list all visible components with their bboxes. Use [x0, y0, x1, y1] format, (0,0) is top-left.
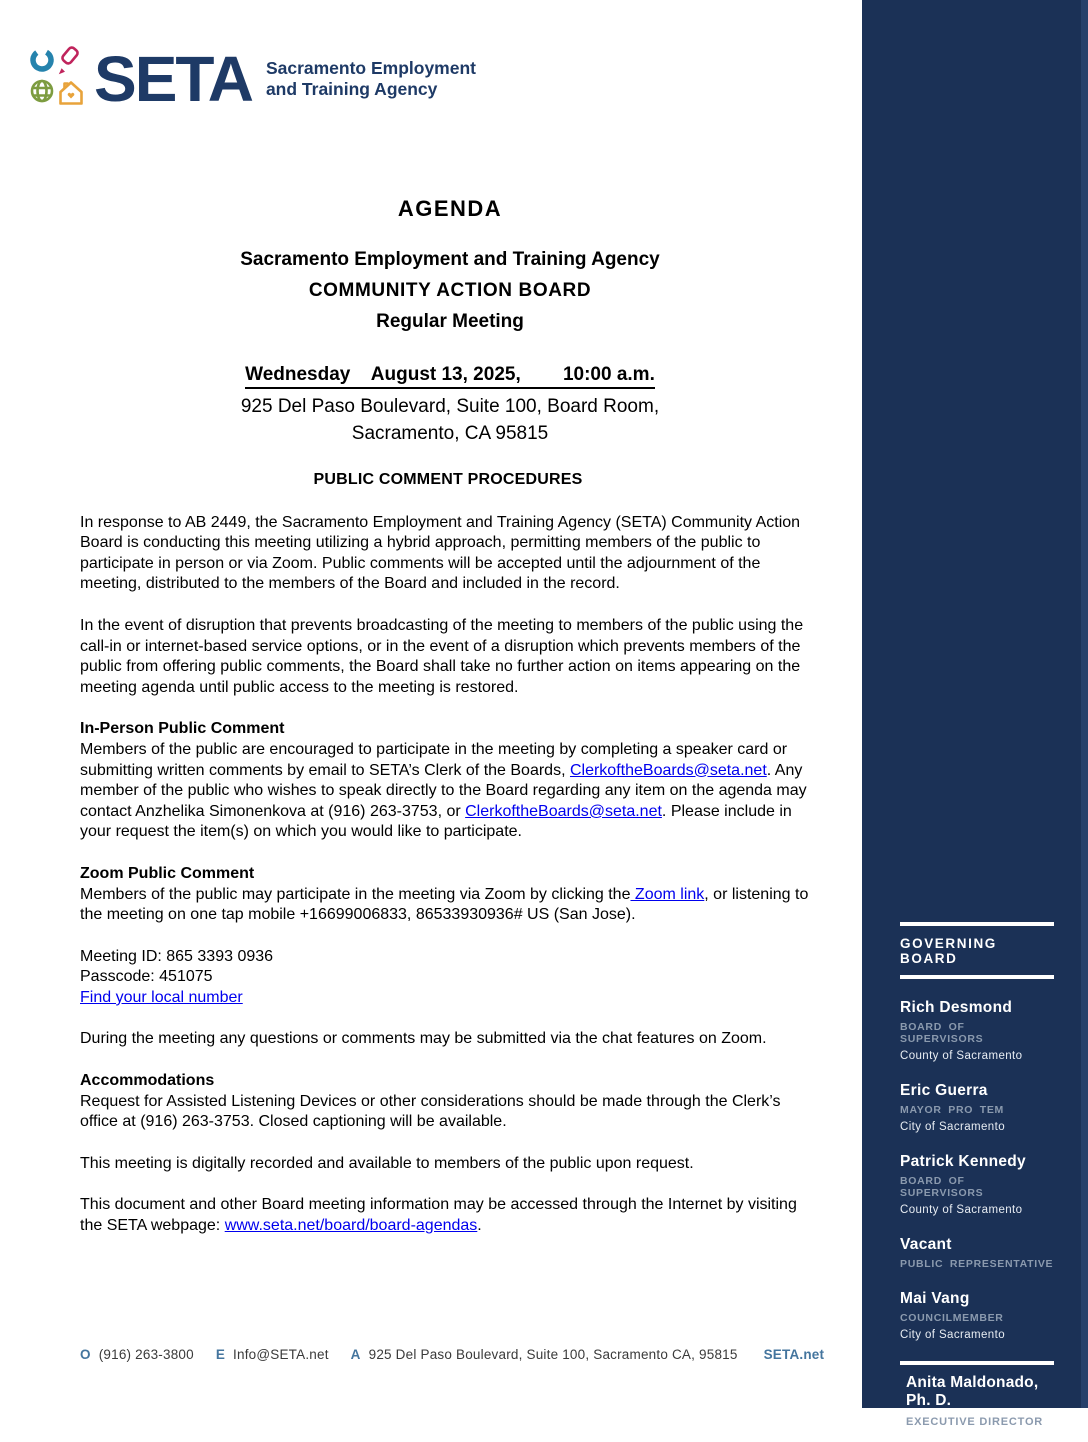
find-local-number-link[interactable]: Find your local number	[80, 988, 243, 1006]
tagline-line1: Sacramento Employment	[265, 57, 476, 78]
text-segment: Members of the public may participate in the meeting via Zoom by clicking the	[80, 885, 631, 903]
accommodations-paragraph: Request for Assisted Listening Devices or other considerations should be made through the Clerk’s office at (916) 263-3753. Closed captioning will be available.	[80, 1092, 781, 1131]
agency-name: Sacramento Employment and Training Agency	[240, 249, 660, 270]
seta-logo	[28, 42, 476, 115]
seta-website: SETA.net	[763, 1347, 825, 1362]
board-name: COMMUNITY ACTION BOARD	[308, 280, 592, 301]
executive-name: Anita Maldonado, Ph. D.	[906, 1374, 1039, 1409]
chat-note-paragraph: During the meeting any questions or comments may be submitted via the chat features on Zoom.	[80, 1030, 767, 1048]
meeting-datetime-text: Wednesday August 13, 2025, 10:00 a.m.	[245, 364, 655, 389]
address-label: A	[350, 1347, 361, 1362]
board-member	[900, 1290, 1054, 1341]
document-body	[80, 470, 816, 1258]
street-address: 925 Del Paso Boulevard, Suite 100, Sacramento CA, 95815	[368, 1347, 738, 1362]
member-org: City of Sacramento	[900, 1329, 1005, 1341]
executive-role: EXECUTIVE DIRECTOR	[906, 1416, 1044, 1428]
text-segment: . Any member of the public who wishes to speak directly to the Board regarding any item on the agenda may contact Anzhelika Simonenkova at (916) 263-3753, or	[80, 761, 807, 820]
governing-board-panel	[900, 922, 1054, 1442]
member-role: BOARD OF SUPERVISORS	[900, 1021, 984, 1045]
executive-director-block	[900, 1361, 1054, 1442]
passcode: Passcode: 451075	[80, 968, 213, 986]
agenda-title: AGENDA	[397, 196, 503, 221]
logo-tagline	[266, 58, 476, 100]
text-segment: . Please include in your request the item(s) on which you would like to participate.	[80, 802, 792, 841]
member-role: BOARD OF SUPERVISORS	[900, 1175, 984, 1199]
text-segment: , or listening to the meeting on one tap mobile +16699006833, 86533930936# US (San Jose).	[80, 885, 809, 924]
pencil-icon	[59, 46, 79, 74]
email-label: E	[215, 1347, 226, 1362]
member-role: MAYOR PRO TEM	[900, 1104, 1004, 1116]
member-name: Eric Guerra	[900, 1082, 988, 1099]
hybrid-approach-paragraph: In response to AB 2449, the Sacramento Employment and Training Agency (SETA) Community Action Board is conducting this meeting utilizing a hybrid approach, permitting members of the public to participate in person or via Zoom. Public comments will be accepted until the adjournment of the meeting, distributed to the members of the Board and included in the record.	[80, 513, 801, 593]
board-member-list	[900, 999, 1054, 1341]
tagline-line2: and Training Agency	[265, 78, 438, 99]
text-segment: Members of the public are encouraged to participate in the meeting by completing a speaker card or submitting written comments by email to SETA’s Clerk of the Boards,	[80, 740, 788, 779]
zoom-heading: Zoom Public Comment	[80, 864, 255, 882]
text-link[interactable]: ClerkoftheBoards@seta.net	[569, 761, 767, 779]
phone-number: (916) 263-3800	[98, 1347, 194, 1362]
board-member	[900, 1153, 1054, 1216]
member-role: COUNCILMEMBER	[900, 1312, 1004, 1324]
procedures-heading: PUBLIC COMMENT PROCEDURES	[313, 471, 583, 488]
webpage-paragraph	[80, 1195, 816, 1236]
text-segment: This document and other Board meeting information may be accessed through the Internet by visiting the SETA webpage:	[80, 1196, 797, 1235]
member-name: Patrick Kennedy	[900, 1153, 1026, 1170]
in-person-heading: In-Person Public Comment	[80, 720, 285, 738]
sidebar-edge-strip	[1081, 0, 1088, 1408]
globe-icon	[32, 81, 52, 101]
text-link[interactable]: www.seta.net/board/board-agendas	[224, 1217, 478, 1235]
contact-footer	[80, 1347, 825, 1362]
member-name: Rich Desmond	[900, 999, 1013, 1016]
text-link[interactable]: ClerkoftheBoards@seta.net	[465, 802, 662, 820]
divider-bar	[900, 1361, 1054, 1365]
meeting-id: Meeting ID: 865 3393 0936	[80, 947, 274, 965]
ring-icon	[30, 48, 55, 73]
logo-icon-cluster	[28, 46, 88, 111]
accommodations-heading: Accommodations	[80, 1072, 215, 1090]
governing-board-title: GOVERNING BOARD	[900, 936, 997, 966]
logo-wordmark: SETA	[94, 42, 252, 115]
text-segment: .	[477, 1217, 482, 1235]
divider-bar	[900, 922, 1054, 926]
meeting-type: Regular Meeting	[376, 311, 524, 332]
meeting-datetime	[80, 364, 820, 389]
member-role: PUBLIC REPRESENTATIVE	[900, 1258, 1054, 1270]
in-person-section	[80, 719, 816, 843]
member-org: County of Sacramento	[900, 1050, 1023, 1062]
footer-address-group	[351, 1347, 738, 1362]
member-name: Vacant	[900, 1236, 952, 1253]
house-icon	[61, 83, 82, 104]
board-member	[900, 999, 1054, 1062]
board-member	[900, 1082, 1054, 1133]
in-person-paragraph	[80, 740, 816, 843]
text-link[interactable]: Zoom link	[630, 885, 705, 903]
email-address: Info@SETA.net	[233, 1347, 329, 1362]
phone-label: O	[80, 1347, 91, 1362]
board-member	[900, 1236, 1054, 1270]
governing-board-sidebar	[862, 0, 1088, 1428]
recording-note-paragraph: This meeting is digitally recorded and available to members of the public upon request.	[80, 1154, 694, 1172]
member-org: City of Sacramento	[900, 1121, 1005, 1133]
member-name: Mai Vang	[900, 1290, 970, 1307]
member-org: County of Sacramento	[900, 1204, 1023, 1216]
footer-email-group	[216, 1347, 329, 1362]
accommodations-section	[80, 1071, 816, 1133]
footer-phone-group	[80, 1347, 194, 1362]
title-block	[80, 196, 820, 445]
meeting-address-line2: Sacramento, CA 95815	[351, 423, 549, 444]
meeting-credentials	[80, 947, 816, 1009]
meeting-address-line1: 925 Del Paso Boulevard, Suite 100, Board Room,	[240, 396, 660, 417]
disruption-paragraph: In the event of disruption that prevents broadcasting of the meeting to members of the public using the call-in or internet-based service options, or in the event of a disruption which prevents members of the public from offering public comments, the Board shall take no further action on items appearing on the meeting agenda until public access to the meeting is restored.	[80, 616, 804, 696]
zoom-section	[80, 864, 816, 926]
divider-bar	[900, 1438, 1054, 1442]
zoom-paragraph	[80, 885, 816, 926]
divider-bar	[900, 975, 1054, 979]
